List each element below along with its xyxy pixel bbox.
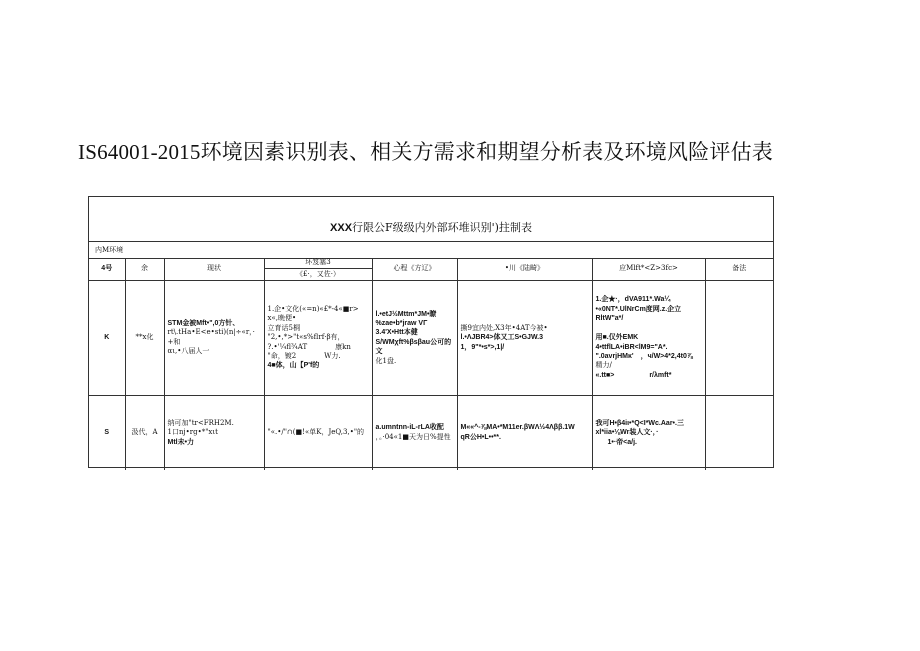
header-factor (264, 258, 372, 280)
row-remarks (705, 280, 773, 395)
cell-line: «.tt■> r/λmft* (595, 371, 672, 379)
cell-line: •«0NT*.UlNrCm度网.z.企立 (595, 305, 682, 313)
company-name: XXX (330, 222, 353, 234)
table-row (89, 395, 773, 470)
header-status: 现状 (164, 258, 264, 280)
row-category: **x化 (125, 280, 164, 395)
row-category: 汲代，A (125, 395, 164, 470)
cell-line: 1.企★·，dVA911*.Wa¼ (595, 296, 671, 304)
row-impact (457, 395, 592, 470)
row-factor (264, 395, 372, 470)
header-impact: •川《陆畸》 (457, 258, 592, 280)
cell-line: qR公H•L••**. (460, 433, 501, 441)
row-process (372, 280, 457, 395)
cell-line: xl*iia•⅛Wr装人文·，· (595, 429, 659, 437)
cell-line: ".0avrjHMκ' ，ч/W>4*2,4t0⅞ (595, 353, 693, 361)
cell-line: 4■体，山【P'f的 (267, 362, 320, 370)
cell-line: 3.4'X•Htt本健 (375, 329, 418, 337)
cell-line: 4•ttflLA•iBR<lM9="A*. (595, 343, 668, 351)
cell-line: 纳可加"tr<FRH2M. (167, 418, 234, 427)
cell-line: %zae•b*jraw VΓ (375, 320, 428, 327)
cell-line: ，。·04«1■天为日%提性 (375, 432, 451, 441)
cell-line: ?.•'¼fl¾AT 康kn (267, 342, 351, 351)
cell-line: 立育话5桐 (267, 323, 300, 332)
row-response (592, 280, 705, 395)
cell-line: a.umntnn-iL-rLA收配 (375, 424, 444, 432)
cell-line: αι,•八届人一 (167, 347, 210, 356)
row-factor (264, 280, 372, 395)
cell-line: 撕9宜内处,X3年•4AT今被• (460, 323, 548, 332)
cell-line: rt\.tHa•E<e•sti)(n|÷«r，·+和 (167, 328, 255, 346)
row-impact (457, 280, 592, 395)
cell-line: M««^-⅞MA•*M11er.βWΛ½4Λββ.1W (460, 424, 575, 432)
header-category: 余 (125, 258, 164, 280)
cell-line: S/WMχft%βsβau公可的文 (375, 338, 452, 356)
row-process (372, 395, 457, 470)
header-row (89, 258, 773, 280)
header-remarks: 备法 (705, 258, 773, 280)
cell-line: l.•ΛJBR4>体又工S•GJW.3 (460, 334, 544, 342)
analysis-table (89, 258, 773, 470)
cell-line: 1口nj•rg•*"xιt (167, 428, 218, 437)
cell-line: 1.企•文化(«=n)«£*-4«■r>x«,晩便• (267, 304, 359, 323)
table-heading-text: 行限公F级级内外部环堆识别')拄制表 (352, 221, 532, 234)
row-remarks (705, 395, 773, 470)
cell-line: l.•etJ½Mttm*JM•瞭 (375, 310, 437, 318)
row-status (164, 280, 264, 395)
header-response: 应Mlft*<Z>3fc> (592, 258, 705, 280)
header-number: 4号 (89, 258, 125, 280)
cell-line: 精力/ (595, 361, 612, 370)
cell-line: 用■.仅外EMK (595, 334, 639, 342)
risk-table-frame (88, 196, 774, 468)
table-heading (89, 197, 773, 242)
header-process: 心程《方辽》 (372, 258, 457, 280)
row-status (164, 395, 264, 470)
cell-line: 1•·帝<a/j. (607, 438, 637, 446)
row-id: K (89, 280, 125, 395)
cell-line: "«.•/"∩(■!«单K，JeQ,3,•"的 (267, 428, 365, 437)
row-response (592, 395, 705, 470)
cell-line: 化1盘. (375, 356, 397, 365)
table-row (89, 280, 773, 395)
cell-line: Mtl未•力 (167, 438, 195, 446)
cell-line: 我可H•β4iι•*Q<I*Wc.Aar•.三 (595, 419, 684, 427)
cell-line: RltW"a*/ (595, 315, 624, 323)
cell-line: "命，镀2 W力. (267, 352, 341, 361)
cell-line: 1，9"*•s*>,1|/ (460, 343, 505, 351)
header-factor-top: 环笈塞3 (265, 258, 372, 269)
section-label: 内M环境 (89, 242, 773, 259)
page-title: IS64001-2015环境因素识别表、相关方需求和期望分析表及环境风险评估表 (78, 140, 773, 164)
header-factor-bottom: 《£·，又佐·） (296, 270, 340, 279)
cell-line (596, 324, 702, 333)
row-id: S (89, 395, 125, 470)
cell-line: STM金被Mft•",0方针、 (167, 320, 240, 327)
cell-line: "2,•,*>"t«s%flrf·β有， (267, 333, 345, 342)
